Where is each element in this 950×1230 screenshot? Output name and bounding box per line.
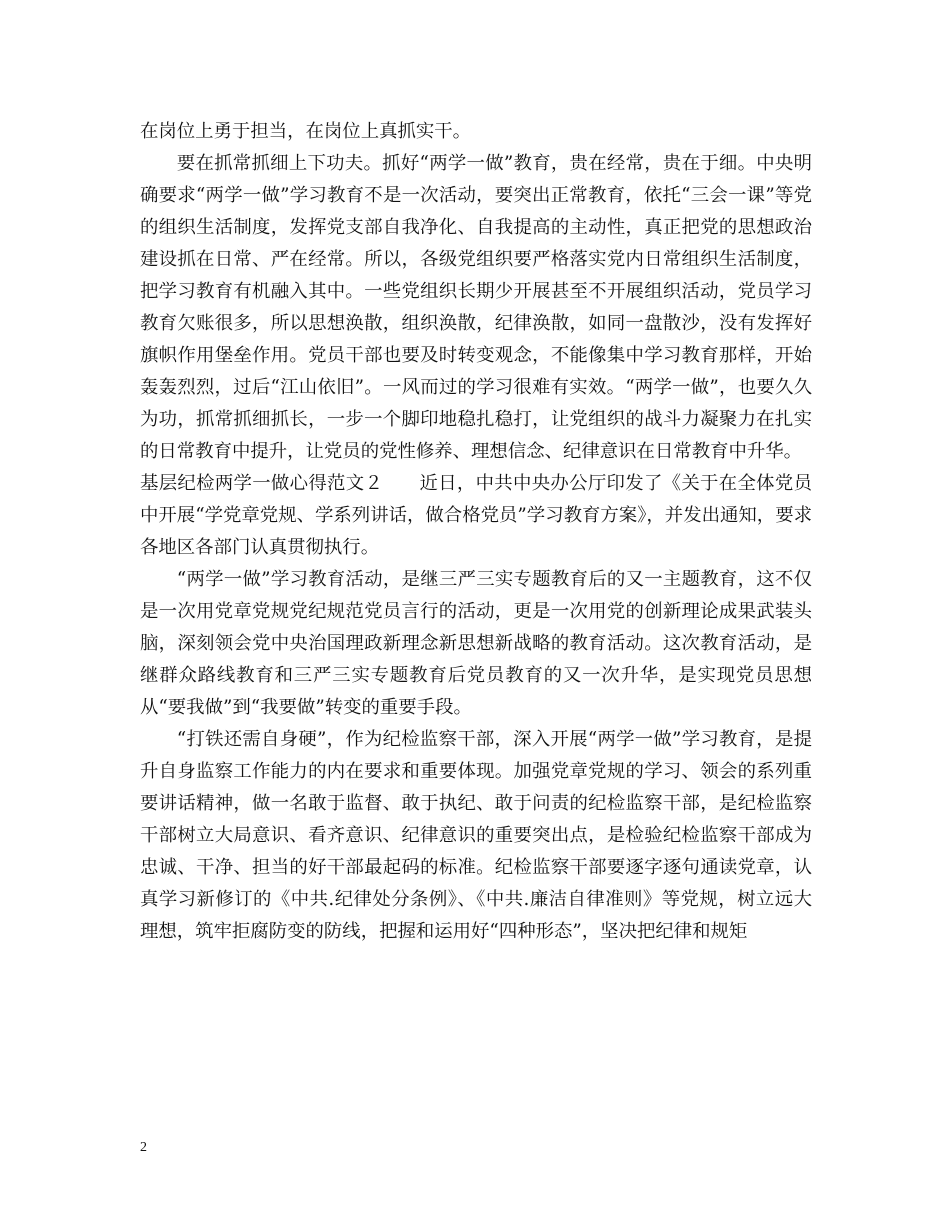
paragraph-study-activity: “两学一做”学习教育活动，是继三严三实专题教育后的又一主题教育，这不仅是一次用党章党规党纪规范党员言行的活动，更是一次用党的创新理论成果武装头脑，深刻领会党中央治国理政新理念新思想新战略的教育活动。这次教育活动，是继群众路线教育和三严三实专题教育后党员教育的又一次升华，是实现党员思想从“要我做”到“我要做”转变的重要手段。 <box>140 569 812 718</box>
paragraph-routine-education: 要在抓常抓细上下功夫。抓好“两学一做”教育，贵在经常，贵在于细。中央明确要求“两学一做”学习教育不是一次活动，要突出正常教育，依托“三会一课”等党的组织生活制度，发挥党支部自我净化、自我提高的主动性，真正把党的思想政治建设抓在日常、严在经常。所以，各级党组织要严格落实党内日常组织生活制度，把学习教育有机融入其中。一些党组织长期少开展甚至不开展组织活动，党员学习教育欠账很多，所以思想涣散，组织涣散，纪律涣散，如同一盘散沙，没有发挥好旗帜作用堡垒作用。党员干部也要及时转变观念，不能像集中学习教育那样，开始轰轰烈烈，过后“江山依旧”。一风而过的学习很难有实效。“两学一做”，也要久久为功，抓常抓细抓长，一步一个脚印地稳扎稳打，让党组织的战斗力凝聚力在扎实的日常教育中提升，让党员的党性修养、理想信念、纪律意识在日常教育中升华。 <box>140 153 812 462</box>
document-body <box>140 116 812 948</box>
essay-intro-text: 近日，中共中央办公厅印发了《关于在全体党员中开展“学党章党规、学系列讲话，做合格党员”学习教育方案》，并发出通知，要求各地区各部门认真贯彻执行。 <box>140 473 812 558</box>
paragraph-continuation: 在岗位上勇于担当，在岗位上真抓实干。 <box>140 121 472 142</box>
paragraph-essay-heading <box>140 468 812 564</box>
paragraph-discipline-cadre: “打铁还需自身硬”，作为纪检监察干部，深入开展“两学一做”学习教育，是提升自身监察工作能力的内在要求和重要体现。加强党章党规的学习、领会的系列重要讲话精神，做一名敢于监督、敢于执纪、敢于问责的纪检监察干部，是纪检监察干部树立大局意识、看齐意识、纪律意识的重要突出点，是检验纪检监察干部成为忠诚、干净、担当的好干部最起码的标准。纪检监察干部要逐字逐句通读党章，认真学习新修订的《中共.纪律处分条例》、《中共.廉洁自律准则》等党规，树立远大理想，筑牢拒腐防变的防线，把握和运用好“四种形态”，坚决把纪律和规矩 <box>140 729 812 942</box>
essay-title: 基层纪检两学一做心得范文２ <box>140 473 384 494</box>
page-number: 2 <box>140 1140 147 1155</box>
